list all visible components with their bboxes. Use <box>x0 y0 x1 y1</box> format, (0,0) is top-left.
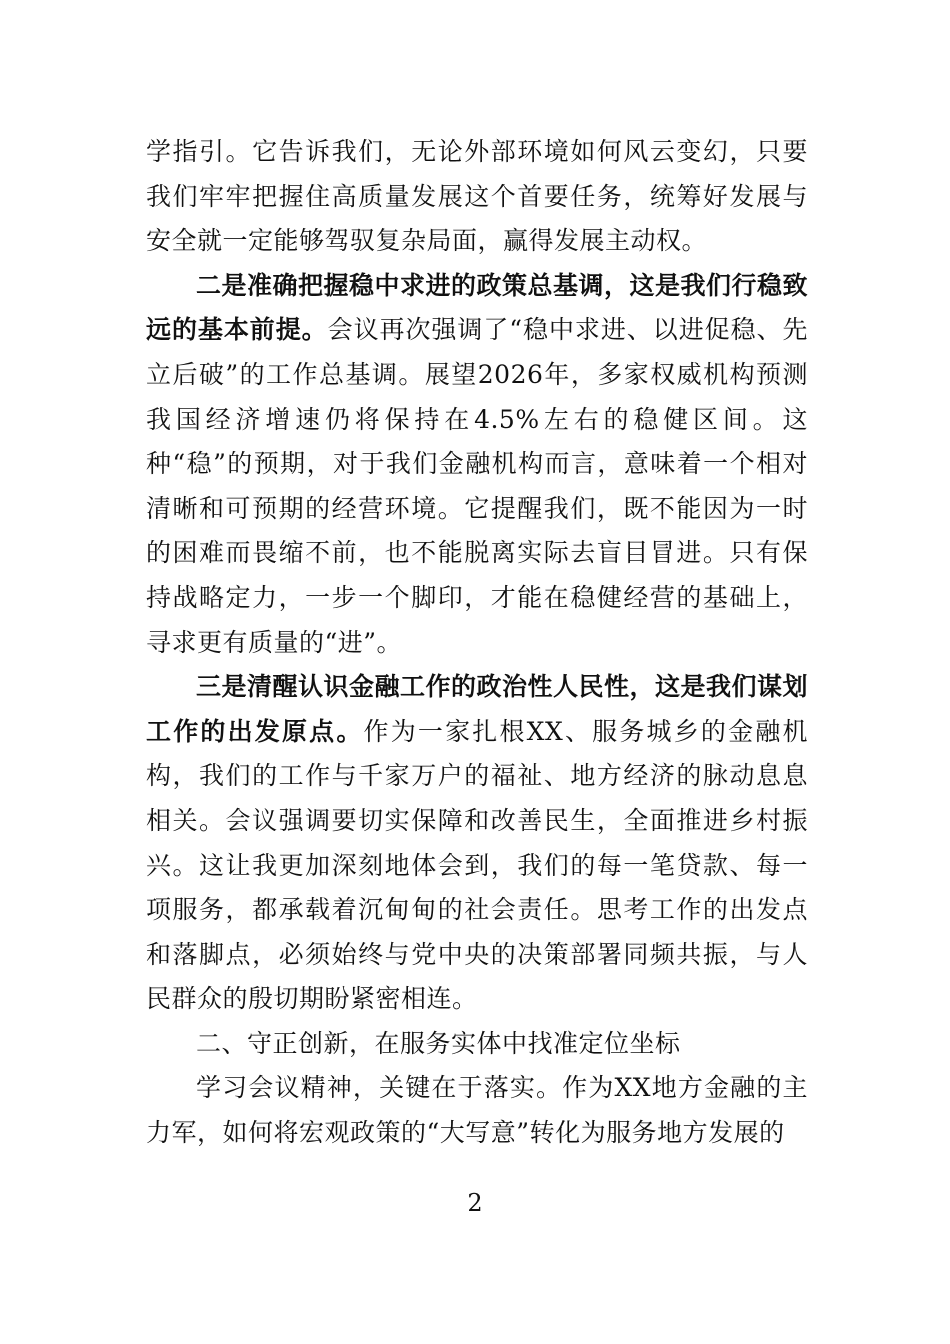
paragraph-continuation <box>146 130 808 264</box>
paragraph-text: 学指引。它告诉我们，无论外部环境如何风云变幻，只要我们牢牢把握住高质量发展这个首要任务，统筹好发展与安全就一定能够驾驭复杂局面，赢得发展主动权。 <box>146 137 808 256</box>
section-heading <box>146 1022 808 1067</box>
document-body <box>146 130 808 1156</box>
paragraph-point-three <box>146 665 808 1022</box>
paragraph-point-two <box>146 264 808 665</box>
paragraph-lead-bold: 三是清醒认识金融工作的政治性人民性，这是我们谋划工作的出发原点。 <box>146 672 809 746</box>
page-number: 2 <box>467 1189 483 1217</box>
paragraph-lead-bold: 二是准确把握稳中求进的政策总基调，这是我们行稳致远的基本前提。 <box>146 270 809 345</box>
paragraph-section-intro <box>146 1066 808 1155</box>
paragraph-text: 会议再次强调了“稳中求进、以进促稳、先立后破”的工作总基调。展望2026年，多家权威机构预测我国经济增速仍将保持在4.5%左右的稳健区间。这种“稳”的预期，对于我们金融机构而言，意味着一个相对清晰和可预期的经营环境。它提醒我们，既不能因为一时的困难而畏缩不前，也不能脱离实际去盲目冒进。只有保持战略定力，一步一个脚印，才能在稳健经营的基础上，寻求更有质量的“进”。 <box>146 315 808 657</box>
paragraph-text: 学习会议精神，关键在于落实。作为XX地方金融的主力军，如何将宏观政策的“大写意”转化为服务地方发展的 <box>146 1073 808 1148</box>
paragraph-text: 作为一家扎根XX、服务城乡的金融机构，我们的工作与千家万户的福祉、地方经济的脉动息息相关。会议强调要切实保障和改善民生，全面推进乡村振兴。这让我更加深刻地体会到，我们的每一笔贷款、每一项服务，都承载着沉甸甸的社会责任。思考工作的出发点和落脚点，必须始终与党中央的决策部署同频共振，与人民群众的殷切期盼紧密相连。 <box>146 716 808 1014</box>
section-heading-text: 二、守正创新，在服务实体中找准定位坐标 <box>196 1028 681 1058</box>
